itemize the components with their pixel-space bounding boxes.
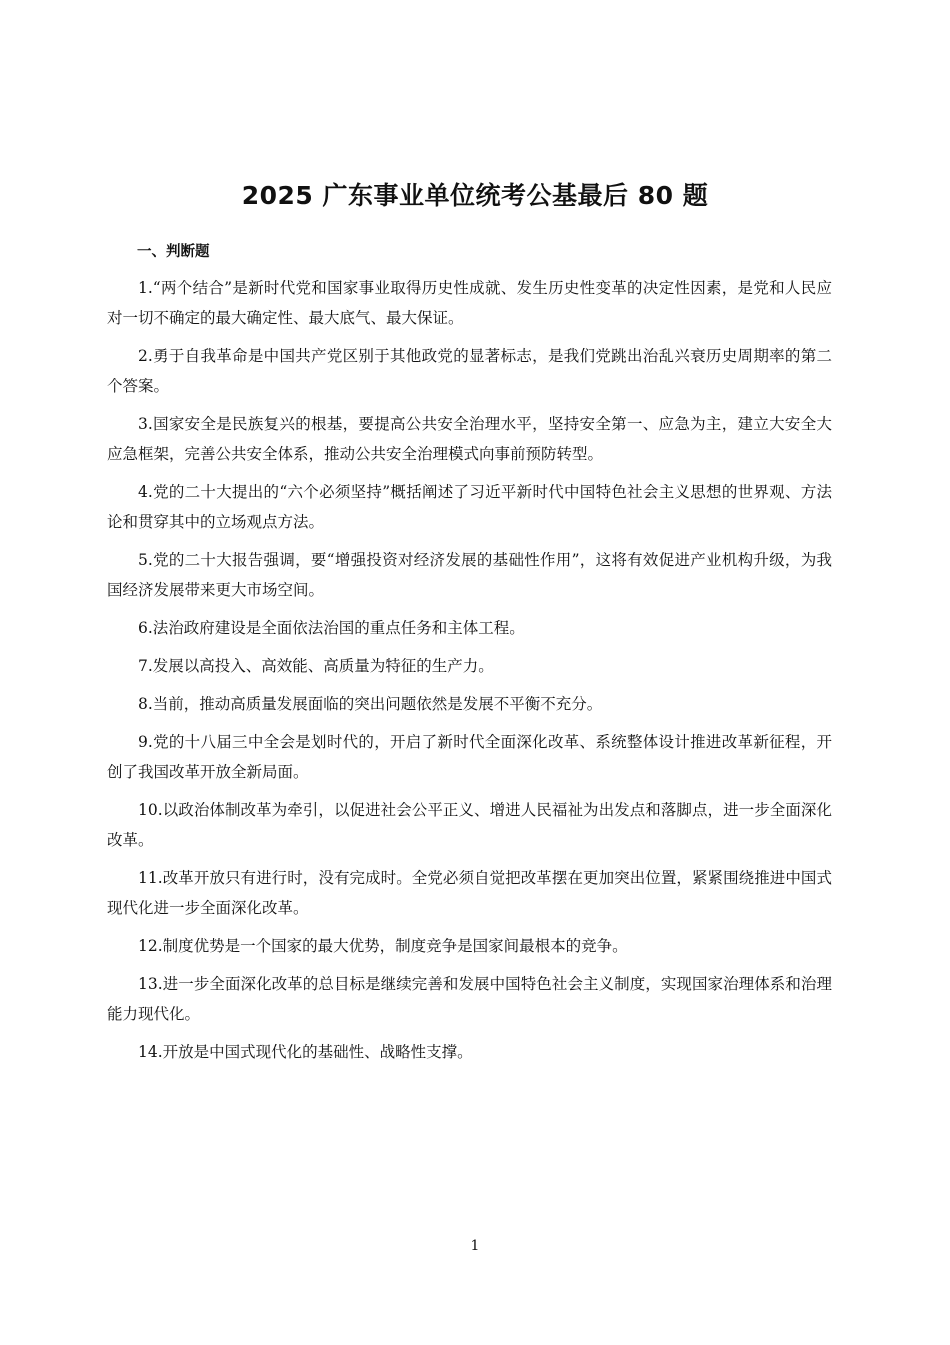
- question-item: 7.发展以高投入、高效能、高质量为特征的生产力。: [138, 657, 494, 675]
- question-item: 4.党的二十大提出的“六个必须坚持”概括阐述了习近平新时代中国特色社会主义思想的世界观、方法论和贯穿其中的立场观点方法。: [107, 483, 832, 531]
- question-item: 14.开放是中国式现代化的基础性、战略性支撑。: [138, 1043, 473, 1061]
- question-item: 5.党的二十大报告强调，要“增强投资对经济发展的基础性作用”，这将有效促进产业机构升级，为我国经济发展带来更大市场空间。: [107, 551, 832, 599]
- question-item: 3.国家安全是民族复兴的根基，要提高公共安全治理水平，坚持安全第一、应急为主，建立大安全大应急框架，完善公共安全体系，推动公共安全治理模式向事前预防转型。: [107, 415, 832, 463]
- question-item: 1.“两个结合”是新时代党和国家事业取得历史性成就、发生历史性变革的决定性因素，是党和人民应对一切不确定的最大确定性、最大底气、最大保证。: [107, 279, 832, 327]
- section-heading: 一、判断题: [137, 244, 210, 260]
- page-number: 1: [470, 1238, 480, 1254]
- question-item: 10.以政治体制改革为牵引，以促进社会公平正义、增进人民福祉为出发点和落脚点，进一步全面深化改革。: [107, 801, 832, 849]
- question-item: 6.法治政府建设是全面依法治国的重点任务和主体工程。: [138, 619, 525, 637]
- document-title: 2025 广东事业单位统考公基最后 80 题: [241, 181, 709, 210]
- question-item: 12.制度优势是一个国家的最大优势，制度竞争是国家间最根本的竞争。: [138, 937, 628, 955]
- question-list: [107, 273, 832, 1075]
- question-item: 2.勇于自我革命是中国共产党区别于其他政党的显著标志，是我们党跳出治乱兴衰历史周期率的第二个答案。: [107, 347, 832, 395]
- question-item: 9.党的十八届三中全会是划时代的，开启了新时代全面深化改革、系统整体设计推进改革新征程，开创了我国改革开放全新局面。: [107, 733, 832, 781]
- question-item: 8.当前，推动高质量发展面临的突出问题依然是发展不平衡不充分。: [138, 695, 603, 713]
- question-item: 11.改革开放只有进行时，没有完成时。全党必须自觉把改革摆在更加突出位置，紧紧围绕推进中国式现代化进一步全面深化改革。: [107, 869, 832, 917]
- question-item: 13.进一步全面深化改革的总目标是继续完善和发展中国特色社会主义制度，实现国家治理体系和治理能力现代化。: [107, 975, 832, 1023]
